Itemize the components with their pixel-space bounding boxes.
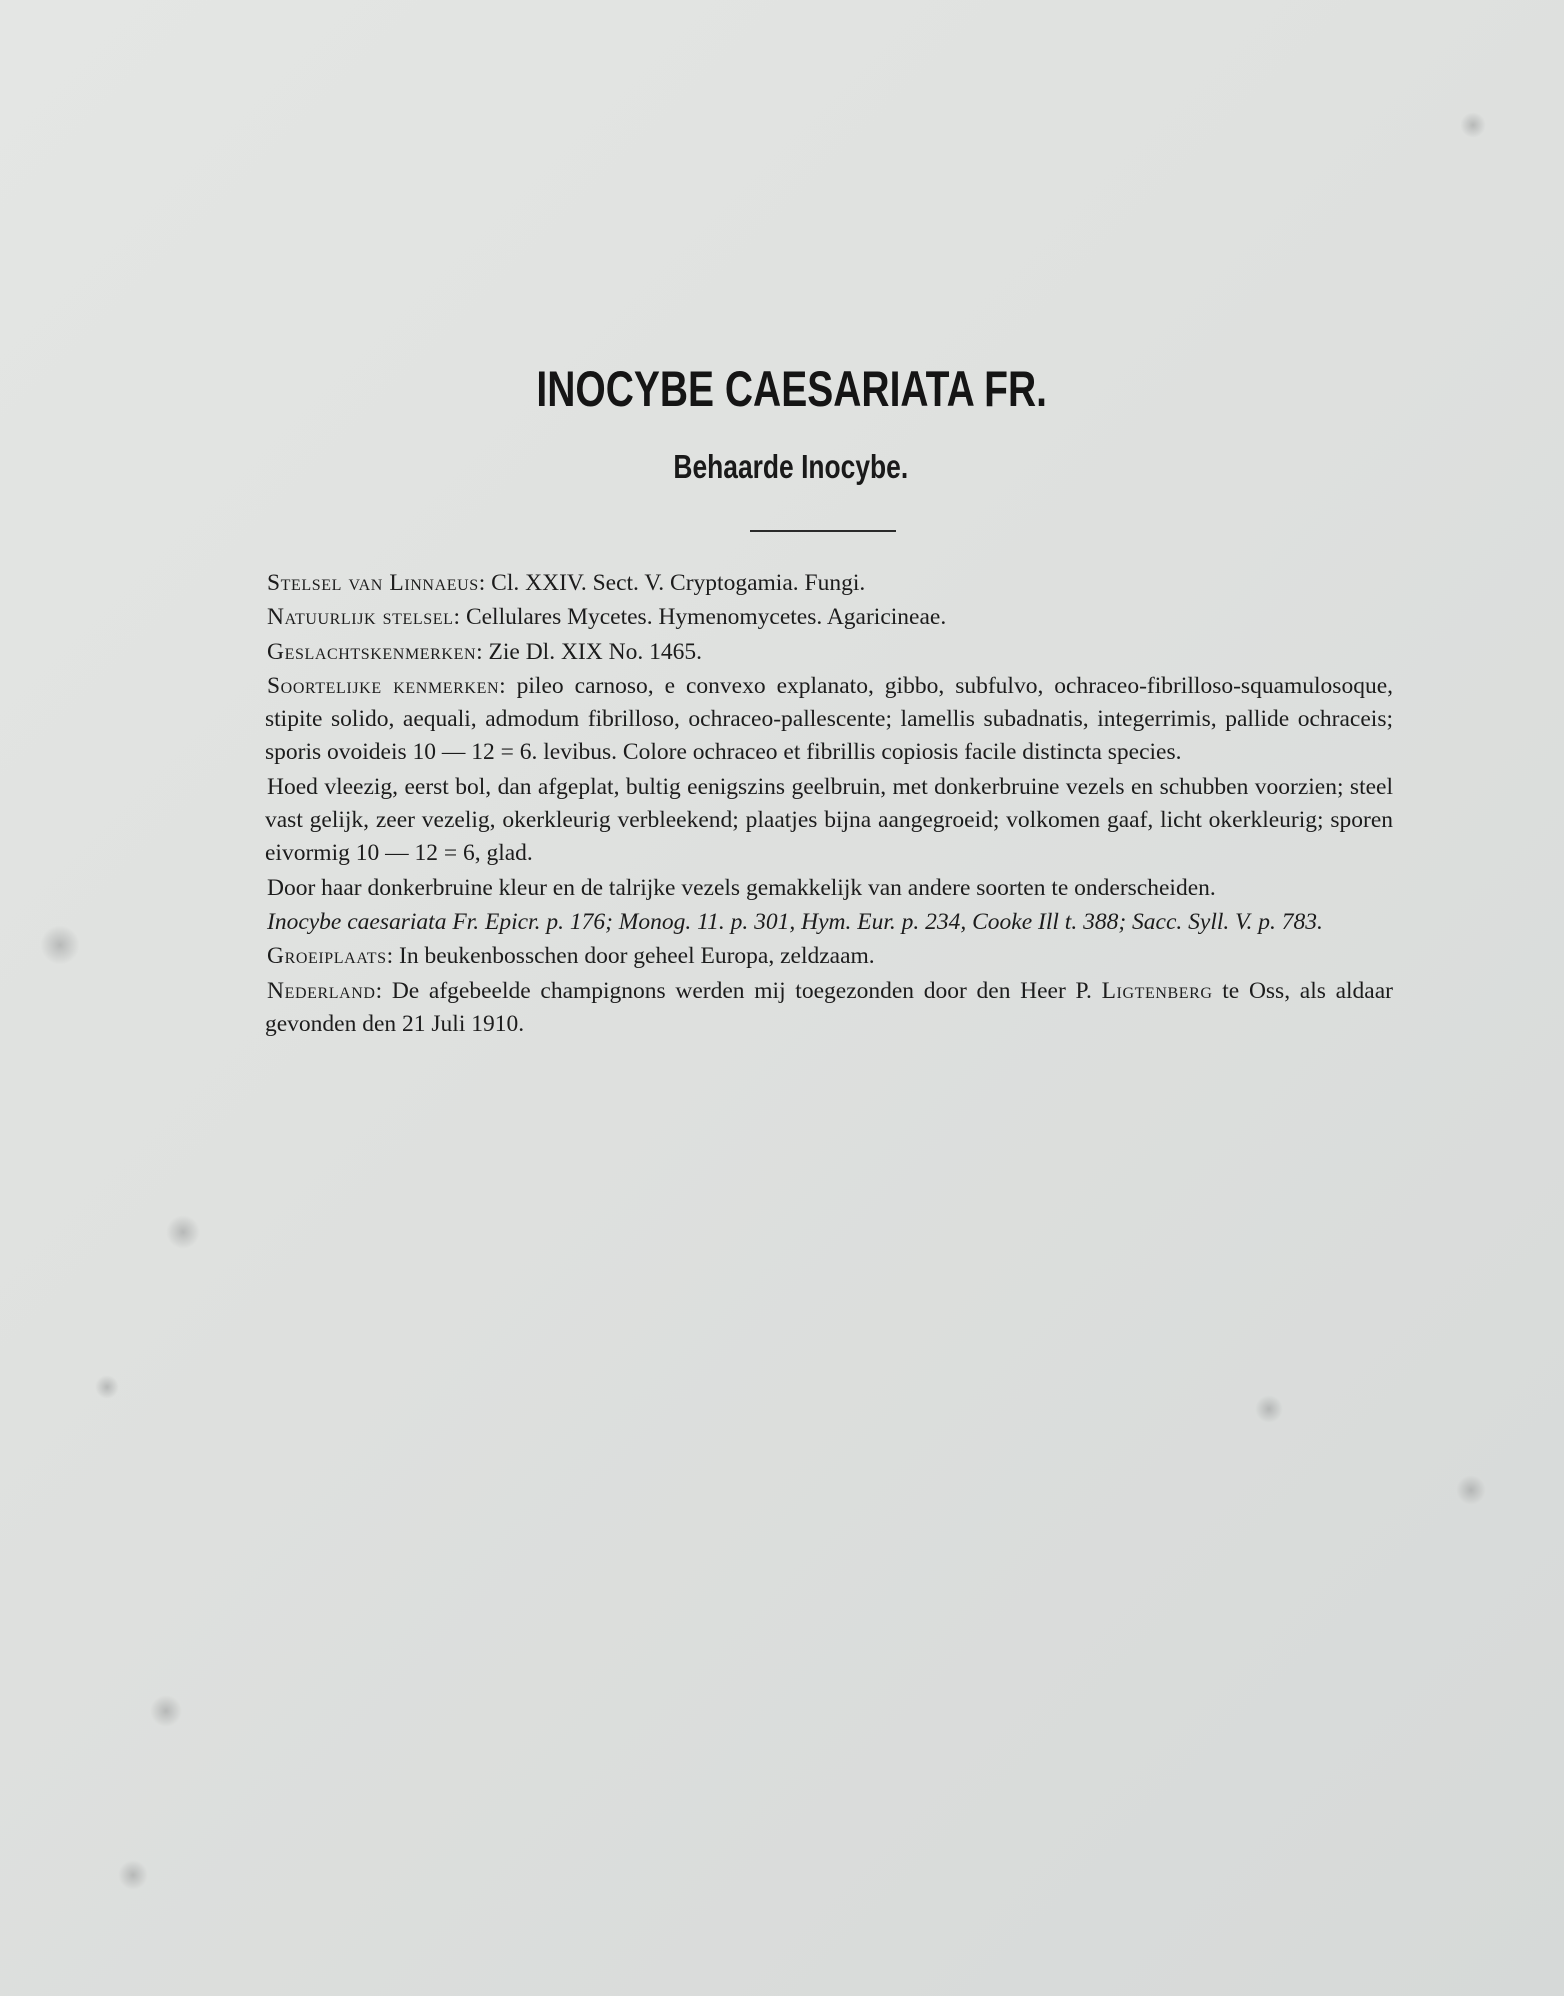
soort-text: pileo carnoso, e convexo explanato, gibbo, subfulvo, ochraceo-fibrilloso-squamulosoque, stipite solido, aequali, admodum fibrilloso, ochraceo-pallescente; lamellis subadnatis, integerrimis, pallide ochraceis; sporis ovoideis 10 — 12 = 6. levibus. Colore ochraceo et fibrillis copiosis facile distincta species. [265, 672, 1394, 766]
hoed-text: Hoed vleezig, eerst bol, dan afgeplat, bultig eenigszins geelbruin, met donkerbruine vezels en schubben voorzien; steel vast gelijk, zeer vezelig, okerkleurig verbleekend; plaatjes bijna aangegroeid; volkomen gaaf, licht okerkleurig; sporen eivormig 10 — 12 = 6, glad. [265, 773, 1393, 867]
references-paragraph [265, 906, 1393, 939]
natuurlijk-text: Cellulares Mycetes. Hymenomycetes. Agaricineae. [465, 604, 947, 631]
groei-paragraph [265, 940, 1393, 973]
paper-spot [40, 925, 80, 965]
nederland-sep: : [375, 977, 392, 1004]
groei-label: Groeiplaats [267, 943, 387, 970]
soort-label: Soortelijke kenmerken [267, 672, 500, 699]
nederland-text: De afgebeelde champignons werden mij toegezonden door den Heer P. [391, 977, 1092, 1004]
nederland-paragraph [265, 975, 1393, 1042]
references-text: Inocybe caesariata Fr. Epicr. p. 176; Monog. 11. p. 301, Hym. Eur. p. 234, Cooke Ill t. 388; Sacc. Syll. V. p. 783. [267, 908, 1323, 935]
geslacht-label: Geslachtskenmerken [267, 638, 477, 665]
geslacht-sep: : [476, 638, 489, 665]
hoed-paragraph [265, 771, 1393, 871]
linnaeus-text: Cl. XXIV. Sect. V. Cryptogamia. Fungi. [491, 570, 866, 596]
door-paragraph [265, 872, 1393, 905]
soort-sep: : [499, 672, 517, 699]
page-title: INOCYBE CAESARIATA FR. [536, 361, 1047, 417]
paper-spot [118, 1860, 148, 1890]
soort-paragraph [265, 670, 1393, 770]
natuurlijk-label: Natuurlijk stelsel [267, 604, 454, 631]
nederland-text-2: te Oss, als aldaar gevonden den 21 Juli 1910. [265, 977, 1393, 1037]
geslacht-text: Zie Dl. XIX No. 1465. [488, 638, 702, 665]
groei-text: In beukenbosschen door geheel Europa, zeldzaam. [399, 943, 875, 970]
document-body [265, 567, 1393, 1042]
nederland-label: Nederland [267, 977, 376, 1004]
page-subtitle: Behaarde Inocybe. [673, 448, 909, 485]
linnaeus-label: Stelsel van Linnaeus [267, 570, 479, 596]
paper-spot [166, 1215, 200, 1249]
door-text: Door haar donkerbruine kleur en de talrijke vezels gemakkelijk van andere soorten te onderscheiden. [267, 874, 1216, 901]
title-divider [750, 530, 896, 532]
paper-spot [1255, 1395, 1283, 1423]
paper-spot [1456, 1475, 1486, 1505]
natuurlijk-sep: : [453, 604, 466, 631]
natuurlijk-paragraph [265, 601, 1393, 634]
paper-spot [95, 1375, 119, 1399]
collector-name: Ligtenberg [1101, 977, 1213, 1004]
geslacht-paragraph [265, 636, 1393, 669]
linnaeus-paragraph [265, 567, 1393, 600]
groei-sep: : [386, 943, 399, 970]
paper-spot [150, 1695, 182, 1727]
linnaeus-sep: : [478, 570, 492, 596]
paper-spot [1460, 112, 1486, 138]
